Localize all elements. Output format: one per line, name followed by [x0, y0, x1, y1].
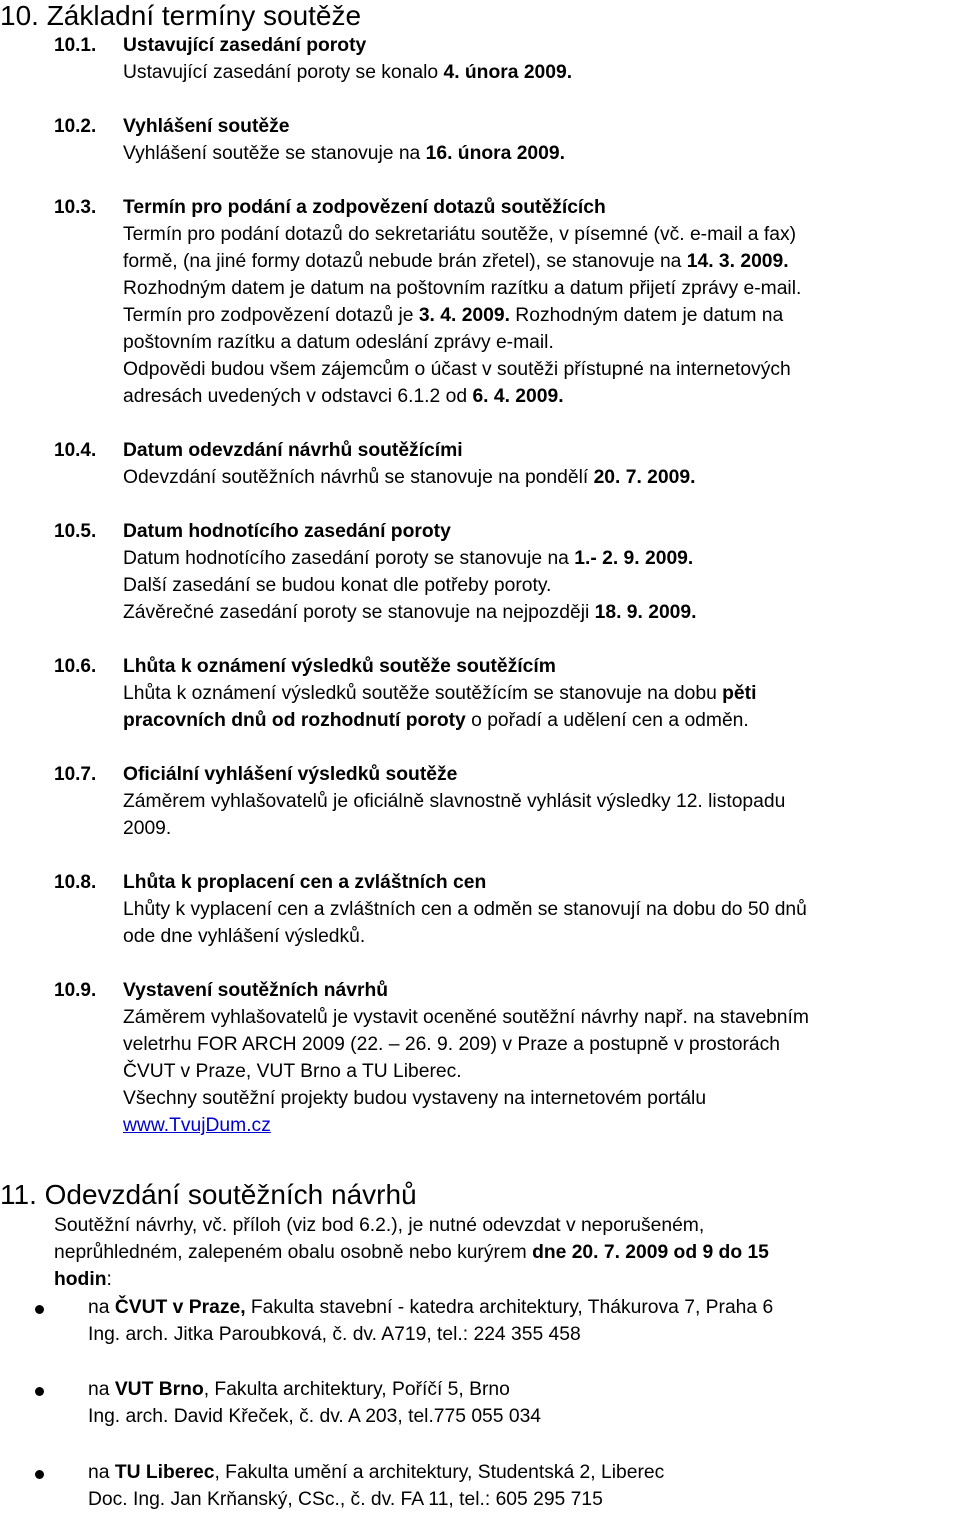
subsection-10-6-number: 10.6. [54, 656, 97, 677]
subsection-10-6-title: Lhůta k oznámení výsledků soutěže soutěžícím [123, 656, 556, 677]
subsection-10-7-body: Záměrem vyhlašovatelů je oficiálně slavnostně vyhlásit výsledky 12. listopadu 2009. [123, 791, 786, 839]
subsection-10-8-title: Lhůta k proplacení cen a zvláštních cen [123, 872, 487, 893]
list-item-tul: na TU Liberec, Fakulta umění a architektury, Studentská 2, Liberec Doc. Ing. Jan Krňanský, CSc., č. dv. FA 11, tel.: 605 295 715 [88, 1462, 665, 1510]
subsection-10-7-number: 10.7. [54, 764, 97, 785]
subsection-10-1-number: 10.1. [54, 35, 97, 56]
subsection-10-7-title: Oficiální vyhlášení výsledků soutěže [123, 764, 458, 785]
bullet-dot [35, 1387, 44, 1396]
bullet-dot [35, 1470, 44, 1479]
bullet-dot [35, 1305, 44, 1314]
section-11-heading: 11. Odevzdání soutěžních návrhů [0, 1179, 417, 1210]
subsection-10-4-body: Odevzdání soutěžních návrhů se stanovuje na pondělí 20. 7. 2009. [123, 467, 696, 488]
subsection-10-3-body: Termín pro podání dotazů do sekretariátu soutěže, v písemné (vč. e-mail a fax) formě, (na jiné formy dotazů nebude brán zřetel), se stanovuje na 14. 3. 2009. Rozhodným datem je datum na poštovním razítku a datum přijetí zprávy e-mail. Termín pro zodpovězení dotazů je 3. 4. 2009. Rozhodným datem je datum na poštovním razítku a datum odeslání zprávy e-mail. Odpovědi budou všem zájemcům o účast v soutěži přístupné na internetových adresách uvedených v odstavci 6.1.2 od 6. 4. 2009. [123, 224, 802, 407]
subsection-10-2-number: 10.2. [54, 116, 97, 137]
section-10-heading: 10. Základní termíny soutěže [0, 0, 362, 31]
subsection-10-3-title: Termín pro podání a zodpovězení dotazů soutěžících [123, 197, 606, 218]
subsection-10-9-title: Vystavení soutěžních návrhů [123, 980, 389, 1001]
tvujdum-link[interactable]: www.TvujDum.cz [123, 1115, 271, 1136]
subsection-10-9-body: Záměrem vyhlašovatelů je vystavit oceněné soutěžní návrhy např. na stavebním veletrhu FOR ARCH 2009 (22. – 26. 9. 209) v Praze a postupně v prostorách ČVUT v Praze, VUT Brno a TU Liberec. Všechny soutěžní projekty budou vystaveny na internetovém portálu www.TvujDum.cz [123, 1007, 809, 1136]
subsection-10-9-number: 10.9. [54, 980, 97, 1001]
subsection-10-5-title: Datum hodnotícího zasedání poroty [123, 521, 451, 542]
list-item-vut: na VUT Brno, Fakulta architektury, Poříčí 5, Brno Ing. arch. David Křeček, č. dv. A 203, tel.775 055 034 [88, 1379, 542, 1427]
subsection-10-6-body: Lhůta k oznámení výsledků soutěže soutěžícím se stanovuje na dobu pěti pracovních dnů od rozhodnutí poroty o pořadí a udělení cen a odměn. [123, 683, 757, 731]
subsection-10-5-body: Datum hodnotícího zasedání poroty se stanovuje na 1.- 2. 9. 2009. Další zasedání se budou konat dle potřeby poroty. Závěrečné zasedání poroty se stanovuje na nejpozději 18. 9. 2009. [123, 548, 697, 623]
section-11-intro: Soutěžní návrhy, vč. příloh (viz bod 6.2.), je nutné odevzdat v neporušeném, neprůhledném, zalepeném obalu osobně nebo kurýrem dne 20. 7. 2009 od 9 do 15 hodin: [54, 1215, 769, 1290]
subsection-10-1-title: Ustavující zasedání poroty [123, 35, 367, 56]
list-item-cvut: na ČVUT v Praze, Fakulta stavební - katedra architektury, Thákurova 7, Praha 6 Ing. arch. Jitka Paroubková, č. dv. A719, tel.: 224 355 458 [88, 1297, 774, 1345]
subsection-10-3-number: 10.3. [54, 197, 97, 218]
subsection-10-2-title: Vyhlášení soutěže [123, 116, 290, 137]
subsection-10-1-body: Ustavující zasedání poroty se konalo 4. února 2009. [123, 62, 573, 83]
subsection-10-4-number: 10.4. [54, 440, 97, 461]
subsection-10-8-number: 10.8. [54, 872, 97, 893]
subsection-10-5-number: 10.5. [54, 521, 97, 542]
subsection-10-4-title: Datum odevzdání návrhů soutěžícími [123, 440, 463, 461]
subsection-10-8-body: Lhůty k vyplacení cen a zvláštních cen a odměn se stanovují na dobu do 50 dnů ode dne vyhlášení výsledků. [123, 899, 807, 947]
subsection-10-2-body: Vyhlášení soutěže se stanovuje na 16. února 2009. [123, 143, 565, 164]
